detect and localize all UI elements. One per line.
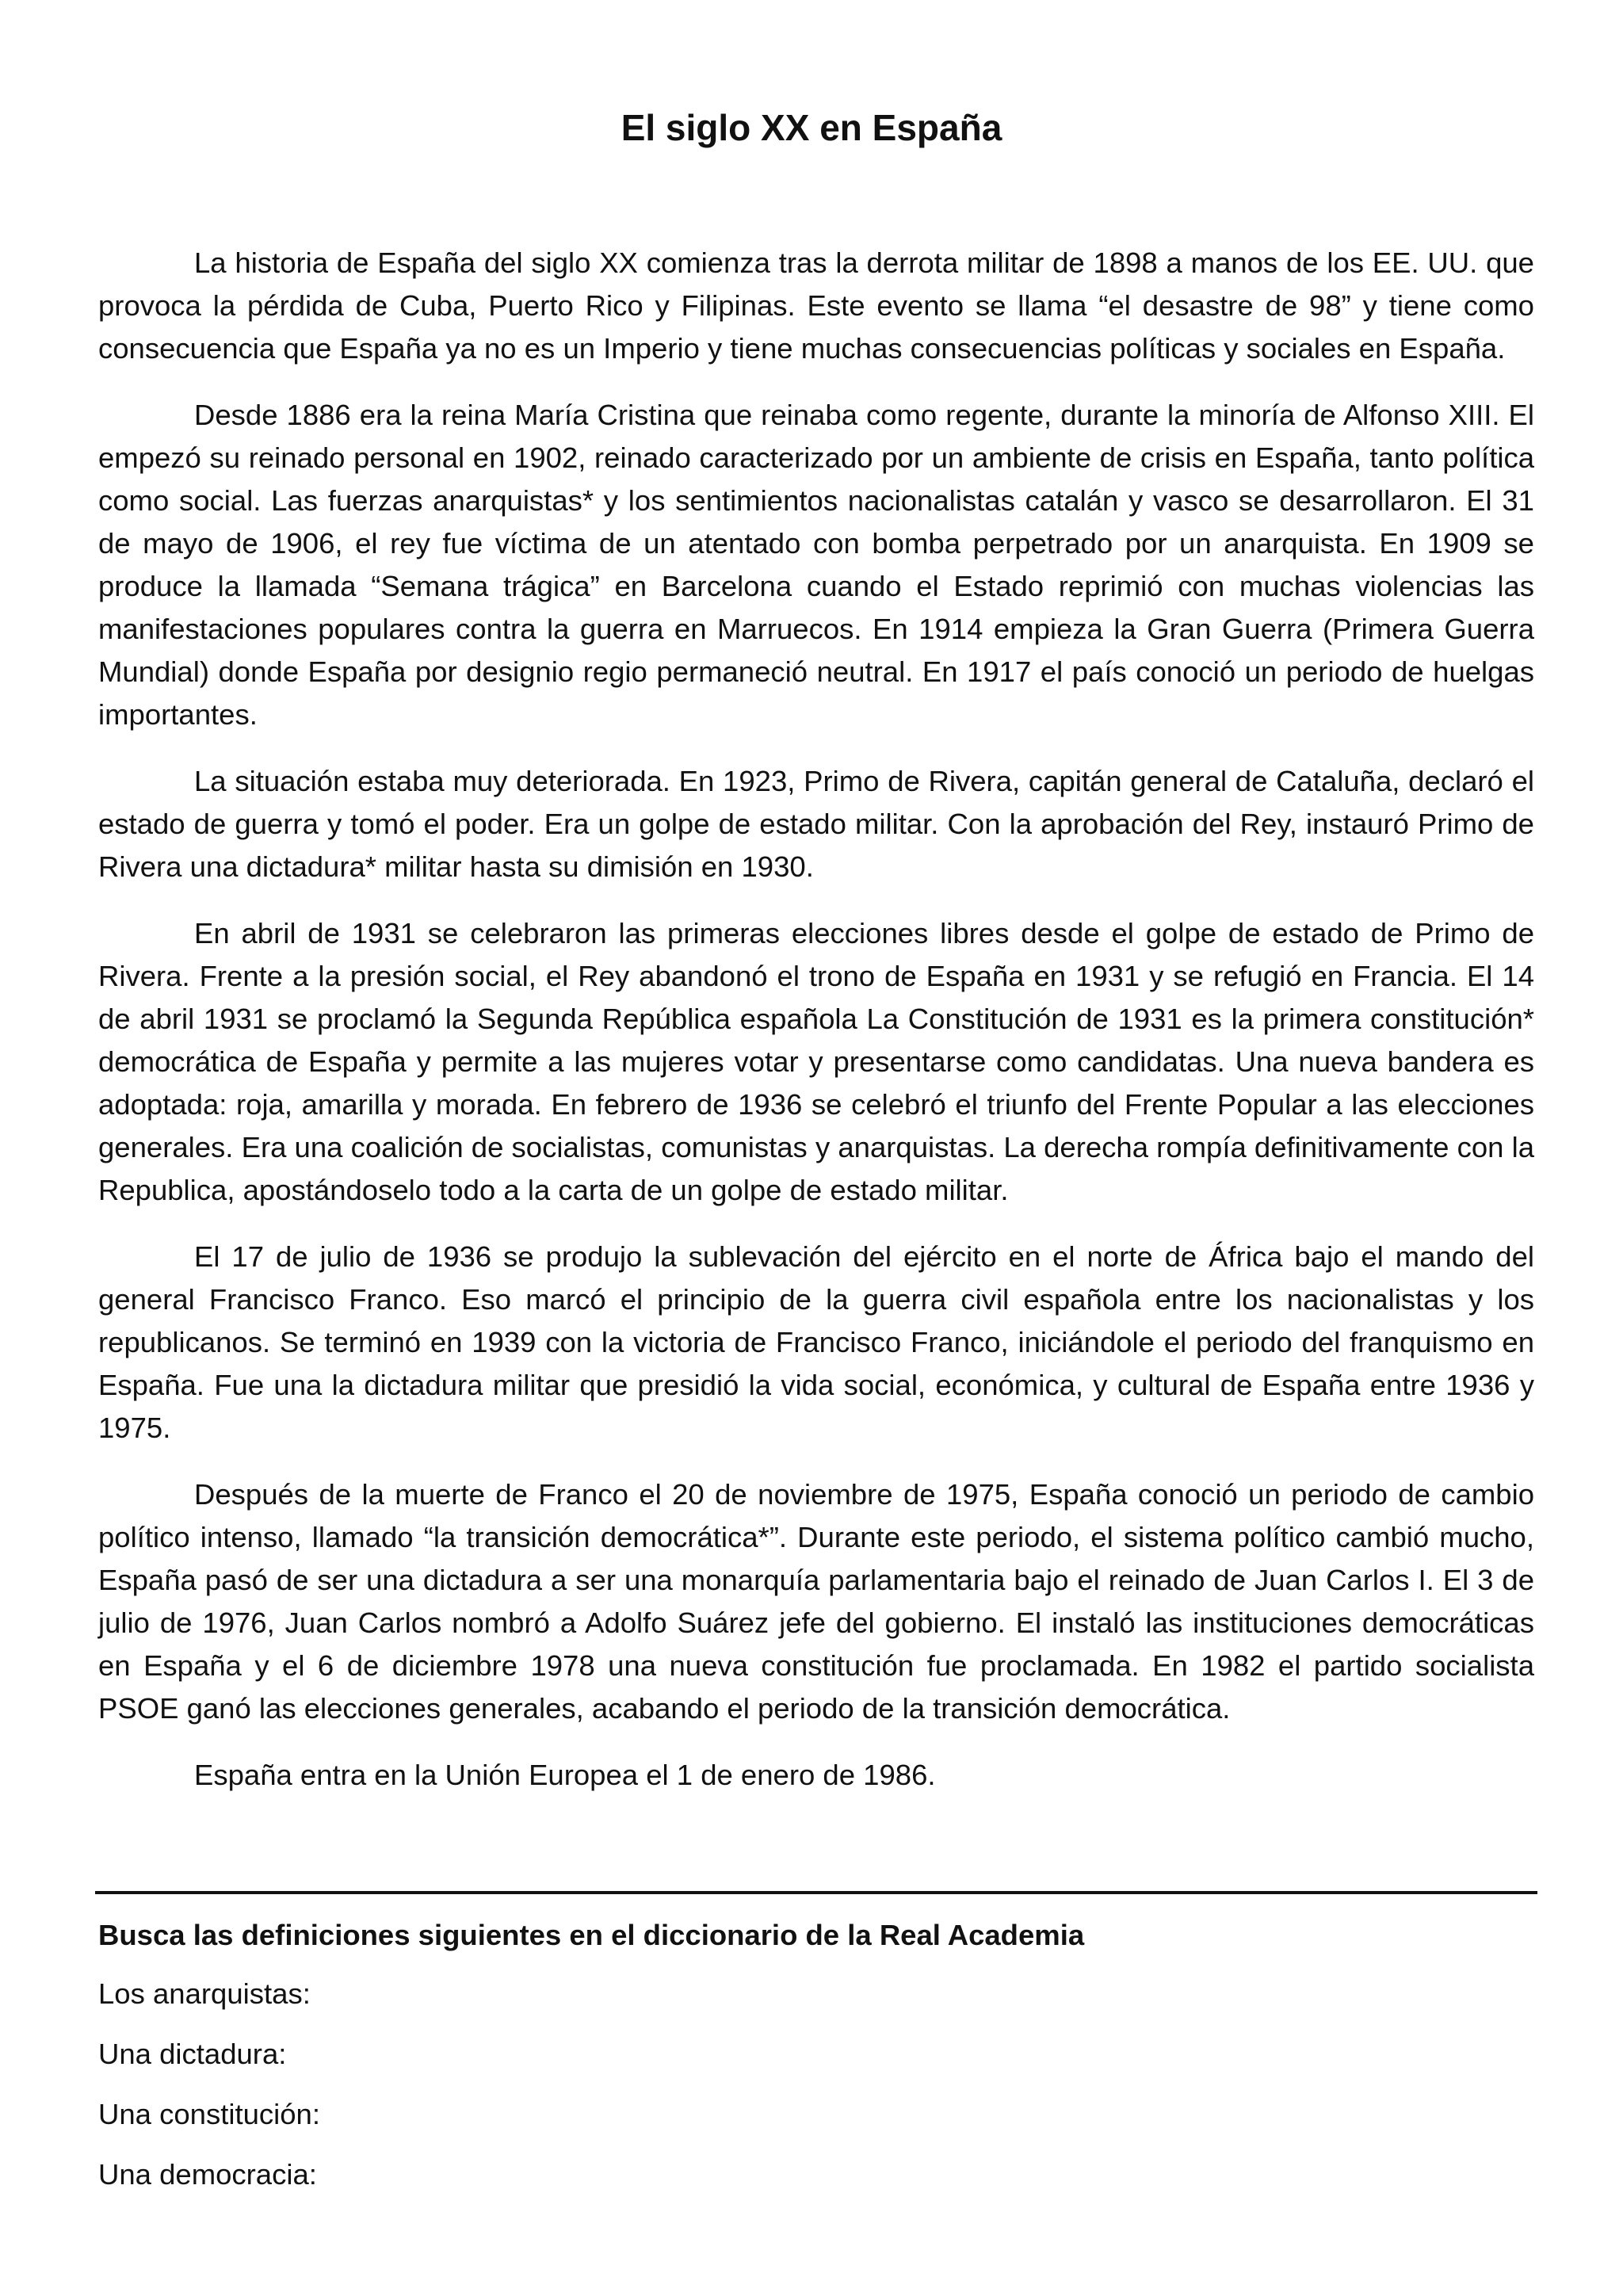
exercise-title: Busca las definiciones siguientes en el diccionario de la Real Academia bbox=[98, 1919, 1085, 1951]
document-body bbox=[98, 242, 1534, 1820]
term-democracia: Una democracia: bbox=[98, 2158, 317, 2191]
section-divider bbox=[95, 1891, 1537, 1894]
paragraph-5: El 17 de julio de 1936 se produjo la sublevación del ejército en el norte de África bajo el mando del general Francisco Franco. Eso marcó el principio de la guerra civil española entre los nacionalistas y los republicanos. Se terminó en 1939 con la victoria de Francisco Franco, iniciándole el periodo del franquismo en España. Fue una la dictadura militar que presidió la vida social, económica, y cultural de España entre 1936 y 1975. bbox=[98, 1240, 1534, 1444]
paragraph-6: Después de la muerte de Franco el 20 de noviembre de 1975, España conoció un periodo de cambio político intenso, llamado “la transición democrática*”. Durante este periodo, el sistema político cambió mucho, España pasó de ser una dictadura a ser una monarquía parlamentaria bajo el reinado de Juan Carlos I. El 3 de julio de 1976, Juan Carlos nombró a Adolfo Suárez jefe del gobierno. El instaló las instituciones democráticas en España y el 6 de diciembre 1978 una nueva constitución fue proclamada. En 1982 el partido socialista PSOE ganó las elecciones generales, acabando el periodo de la transición democrática. bbox=[98, 1478, 1534, 1725]
document-title: El siglo XX en España bbox=[621, 107, 1002, 148]
paragraph-3: La situación estaba muy deteriorada. En 1923, Primo de Rivera, capitán general de Cataluña, declaró el estado de guerra y tomó el poder. Era un golpe de estado militar. Con la aprobación del Rey, instauró Primo de Rivera una dictadura* militar hasta su dimisión en 1930. bbox=[98, 765, 1534, 883]
term-dictadura: Una dictadura: bbox=[98, 2038, 287, 2070]
term-anarquistas: Los anarquistas: bbox=[98, 1977, 311, 2010]
paragraph-4: En abril de 1931 se celebraron las primeras elecciones libres desde el golpe de estado de Primo de Rivera. Frente a la presión social, el Rey abandonó el trono de España en 1931 y se refugió en Francia. El 14 de abril 1931 se proclamó la Segunda República española La Constitución de 1931 es la primera constitución* democrática de España y permite a las mujeres votar y presentarse como candidatas. Una nueva bandera es adoptada: roja, amarilla y morada. En febrero de 1936 se celebró el triunfo del Frente Popular a las elecciones generales. Era una coalición de socialistas, comunistas y anarquistas. La derecha rompía definitivamente con la Republica, apostándoselo todo a la carta de un golpe de estado militar. bbox=[98, 917, 1534, 1206]
exercise-section bbox=[98, 1914, 1534, 2214]
paragraph-2: Desde 1886 era la reina María Cristina que reinaba como regente, durante la minoría de Alfonso XIII. El empezó su reinado personal en 1902, reinado caracterizado por un ambiente de crisis en España, tanto política como social. Las fuerzas anarquistas* y los sentimientos nacionalistas catalán y vasco se desarrollaron. El 31 de mayo de 1906, el rey fue víctima de un atentado con bomba perpetrado por un anarquista. En 1909 se produce la llamada “Semana trágica” en Barcelona cuando el Estado reprimió con muchas violencias las manifestaciones populares contra la guerra en Marruecos. En 1914 empieza la Gran Guerra (Primera Guerra Mundial) donde España por designio regio permaneció neutral. En 1917 el país conoció un periodo de huelgas importantes. bbox=[98, 399, 1534, 731]
paragraph-7: España entra en la Unión Europea el 1 de enero de 1986. bbox=[194, 1759, 936, 1791]
term-constitucion: Una constitución: bbox=[98, 2098, 320, 2130]
paragraph-1: La historia de España del siglo XX comienza tras la derrota militar de 1898 a manos de los EE. UU. que provoca la pérdida de Cuba, Puerto Rico y Filipinas. Este evento se llama “el desastre de 98” y tiene como consecuencia que España ya no es un Imperio y tiene muchas consecuencias políticas y sociales en España. bbox=[98, 246, 1534, 365]
